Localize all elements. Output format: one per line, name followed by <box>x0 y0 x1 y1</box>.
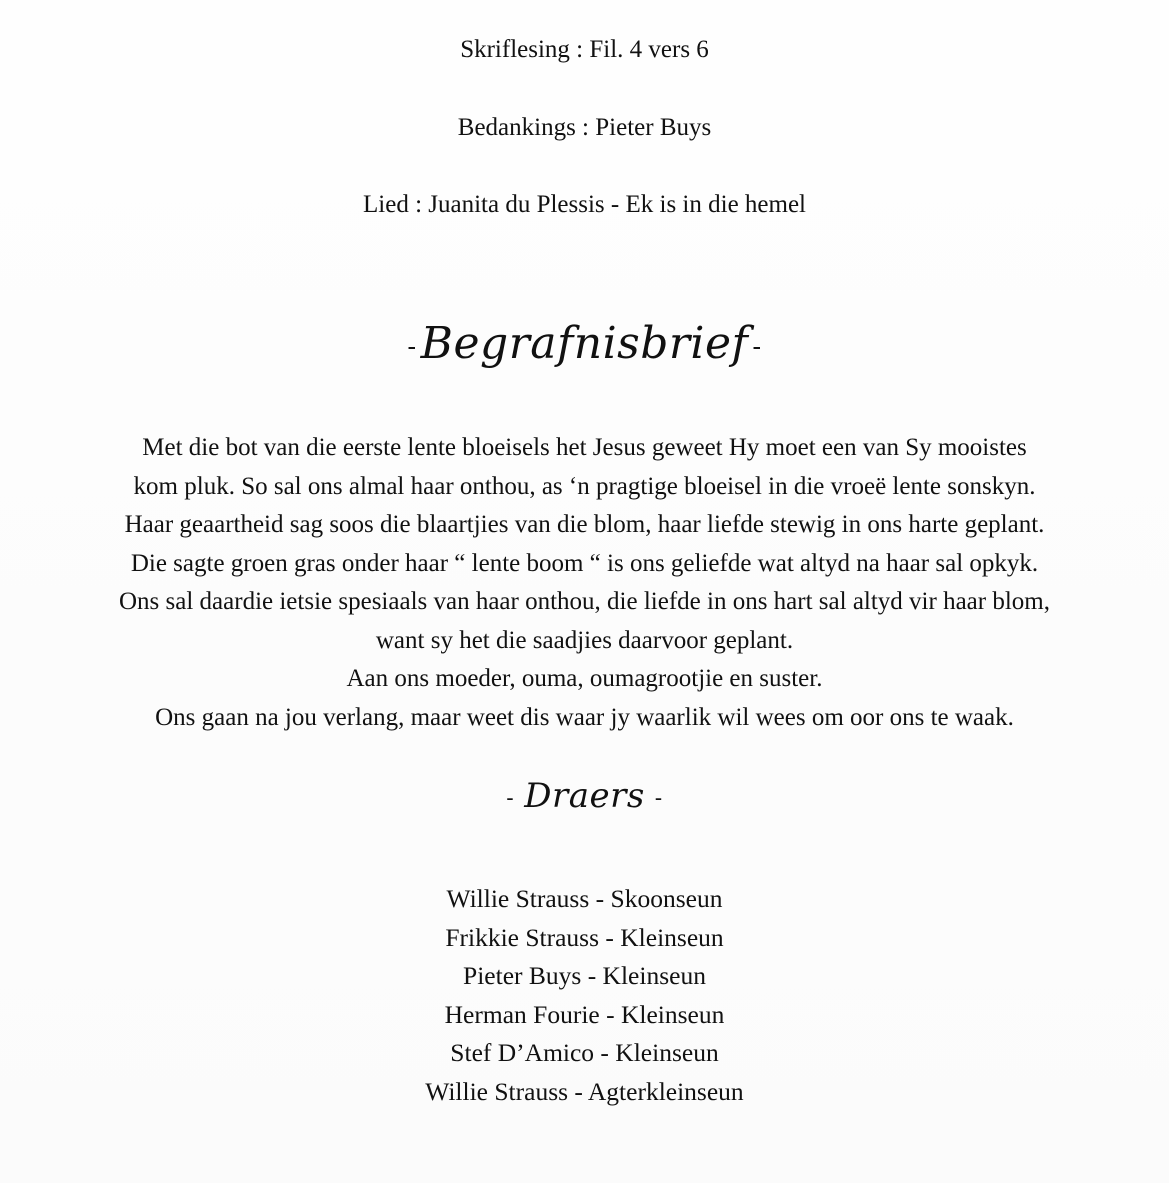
dash-ornament: - <box>752 331 762 362</box>
funeral-letter-heading <box>0 318 1169 369</box>
poem-line: want sy het die saadjies daarvoor geplant. <box>375 626 794 654</box>
bearer-item: Willie Strauss - Skoonseun <box>446 884 723 913</box>
bearer-item: Herman Fourie - Kleinseun <box>444 999 725 1029</box>
bearers-list <box>0 880 1169 1112</box>
song-line: Lied : Juanita du Plessis - Ek is in die hemel <box>363 191 806 218</box>
bearers-title: Draers <box>524 776 645 816</box>
poem-line: Ons sal daardie ietsie spesiaals van haar onthou, die liefde in ons hart sal altyd vir haar blom, <box>119 588 1050 615</box>
dash-ornament: - <box>506 785 515 811</box>
funeral-letter-text <box>0 429 1169 737</box>
thanks-line: Bedankings : Pieter Buys <box>457 114 712 141</box>
poem-line: Die sagte groen gras onder haar “ lente boom “ is ons geliefde wat altyd na haar sal opkyk. <box>130 549 1039 577</box>
bearer-item: Frikkie Strauss - Kleinseun <box>445 922 724 952</box>
poem-line: Ons gaan na jou verlang, maar weet dis waar jy waarlik wil wees om oor ons te waak. <box>155 703 1014 731</box>
bearer-item: Pieter Buys - Kleinseun <box>463 961 706 991</box>
dash-ornament: - <box>407 331 417 362</box>
poem-line: kom pluk. So sal ons almal haar onthou, as ‘n pragtige bloeisel in die vroeë lente sonskyn. <box>133 472 1036 500</box>
bearer-item: Stef D’Amico - Kleinseun <box>450 1038 719 1068</box>
poem-line: Met die bot van die eerste lente bloeisels het Jesus geweet Hy moet een van Sy mooistes <box>142 434 1027 461</box>
poem-line: Aan ons moeder, ouma, oumagrootjie en suster. <box>346 665 823 692</box>
dash-ornament: - <box>654 785 663 811</box>
bearer-item: Willie Strauss - Agterkleinseun <box>425 1076 744 1106</box>
scripture-reading: Skriflesing : Fil. 4 vers 6 <box>460 36 709 63</box>
bearers-heading <box>0 776 1169 816</box>
funeral-letter-title: Begrafnisbrief <box>420 318 749 369</box>
poem-line: Haar geaartheid sag soos die blaartjies van die blom, haar liefde stewig in ons harte geplant. <box>124 511 1045 538</box>
